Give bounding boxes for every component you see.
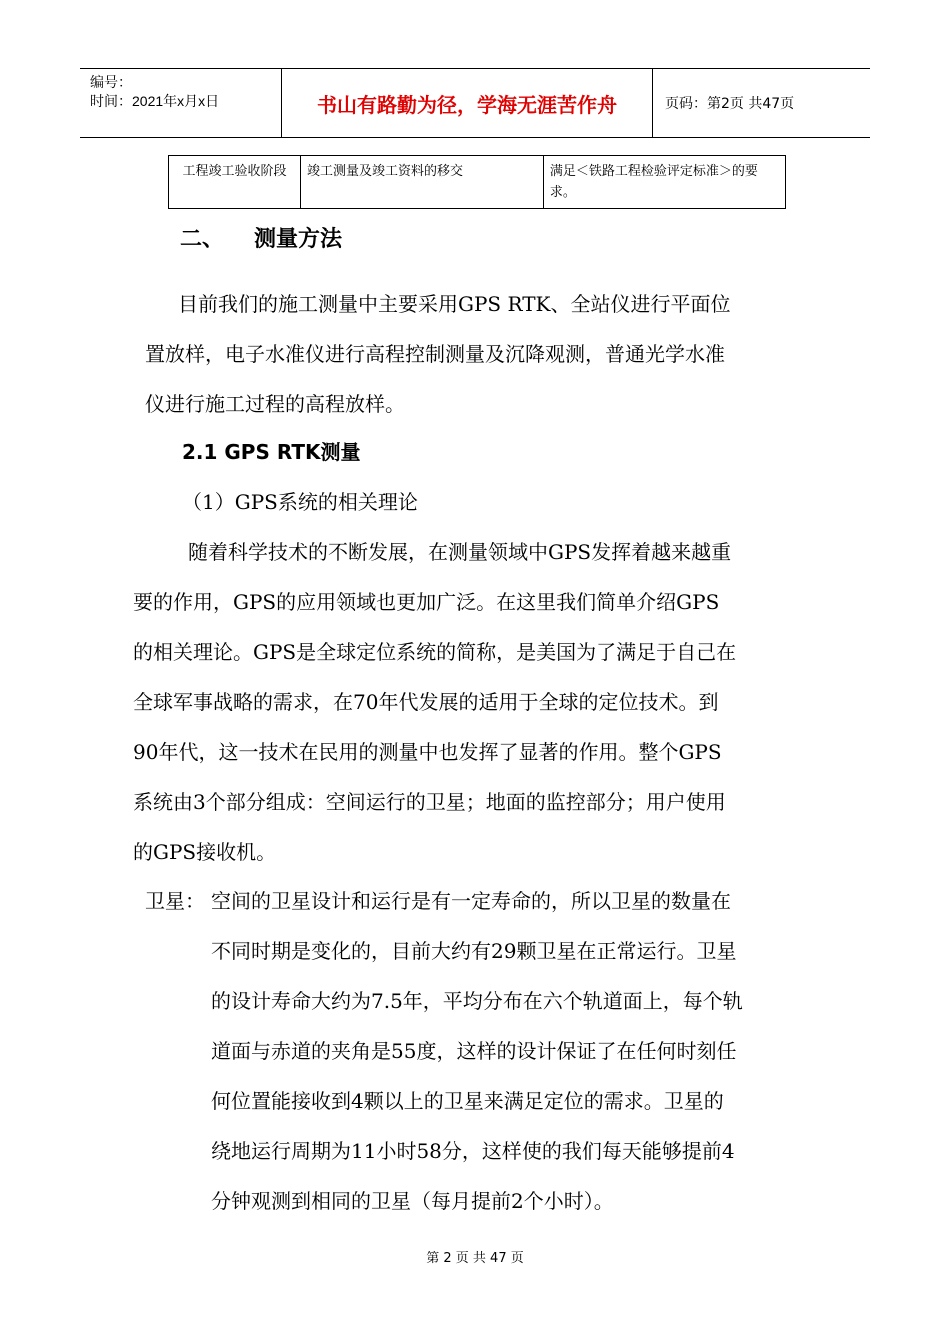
table-cell-content: 竣工测量及竣工资料的移交: [300, 156, 543, 209]
paragraph-line: 要的作用，GPS的应用领域也更加广泛。在这里我们简单介绍GPS: [133, 590, 720, 614]
section-heading: [180, 222, 342, 253]
table-cell-stage: 工程竣工验收阶段: [169, 156, 301, 209]
document-number-label: 编号：: [90, 74, 132, 90]
satellite-line: 不同时期是变化的，目前大约有29颗卫星在正常运行。卫星: [211, 939, 737, 963]
satellite-line: 的设计寿命大约为7.5年，平均分布在六个轨道面上，每个轨: [211, 989, 743, 1013]
paragraph-line: 90年代，这一技术在民用的测量中也发挥了显著的作用。整个GPS: [133, 740, 722, 764]
table-cell-requirement: 满足＜铁路工程检验评定标准＞的要求。: [543, 156, 785, 209]
intro-line: 仪进行施工过程的高程放样。: [145, 392, 405, 416]
satellite-line: 空间的卫星设计和运行是有一定寿命的，所以卫星的数量在: [211, 889, 731, 913]
page-footer: 第 2 页 共 47 页: [426, 1251, 524, 1266]
intro-line: 目前我们的施工测量中主要采用GPS RTK、全站仪进行平面位: [178, 292, 731, 316]
satellite-line: 何位置能接收到4颗以上的卫星来满足定位的需求。卫星的: [211, 1089, 724, 1113]
section-title: 测量方法: [254, 227, 343, 252]
subheading: （1）GPS系统的相关理论: [182, 490, 418, 514]
satellite-line: 分钟观测到相同的卫星（每月提前2个小时）。: [211, 1189, 614, 1213]
header-meta-cell: [80, 69, 282, 137]
satellite-line: 道面与赤道的夹角是55度，这样的设计保证了在任何时刻任: [211, 1039, 737, 1063]
table-row: [169, 156, 786, 209]
paragraph-line: 的GPS接收机。: [133, 840, 277, 864]
acceptance-table: [168, 155, 786, 209]
paragraph-line: 随着科学技术的不断发展，在测量领域中GPS发挥着越来越重: [188, 540, 732, 564]
subsection-heading: 2.1 GPS RTK测量: [182, 440, 361, 464]
section-number: 二、: [180, 227, 225, 252]
header-page-info: 页码：第2页 共47页: [665, 96, 795, 112]
document-header: [80, 68, 870, 138]
intro-line: 置放样，电子水准仪进行高程控制测量及沉降观测，普通光学水准: [145, 342, 725, 366]
header-motto: 书山有路勤为径，学海无涯苦作舟: [282, 69, 653, 137]
document-date: 时间：2021年x月x日: [90, 93, 220, 109]
paragraph-line: 的相关理论。GPS是全球定位系统的简称，是美国为了满足于自己在: [133, 640, 737, 664]
satellite-label: 卫星：: [145, 889, 205, 913]
satellite-line: 绕地运行周期为11小时58分，这样使的我们每天能够提前4: [211, 1139, 735, 1163]
paragraph-line: 全球军事战略的需求，在70年代发展的适用于全球的定位技术。到: [133, 690, 719, 714]
paragraph-line: 系统由3个部分组成：空间运行的卫星；地面的监控部分；用户使用: [133, 790, 726, 814]
